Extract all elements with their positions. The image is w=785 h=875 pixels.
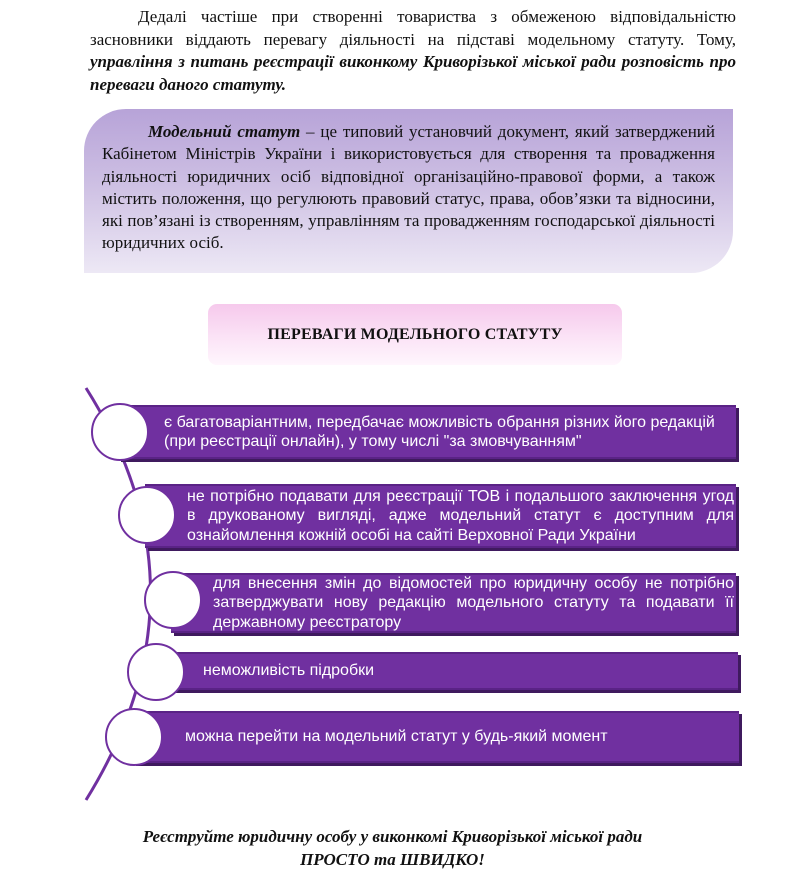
advantage-bullet-1 [91, 403, 149, 461]
advantages-heading: ПЕРЕВАГИ МОДЕЛЬНОГО СТАТУТУ [208, 304, 622, 365]
advantage-item-3 [171, 573, 736, 633]
advantage-item-2 [145, 484, 736, 548]
advantage-item-3-text: для внесення змін до відомостей про юридичну особу не потрібно затверджувати нову редакцію модельного статуту та подавати її державному реєстратору [213, 574, 734, 631]
advantage-item-1 [118, 405, 736, 459]
advantage-bullet-4 [127, 643, 185, 701]
advantage-bullet-5 [105, 708, 163, 766]
closing-line-1: Реєструйте юридичну особу у виконкомі Криворізької міської ради [142, 827, 643, 846]
intro-plain-text: Дедалі частіше при створенні товариства з обмеженою відповідальністю засновники віддають перевагу діяльності на підставі модельному статуту. Тому, [90, 7, 736, 49]
advantage-item-4-text: неможливість підробки [203, 662, 375, 680]
definition-text: – це типовий установчий документ, який затверджений Кабінетом Міністрів України і використовується для створення та провадження діяльності юридичних осіб відповідної організаційно-правової форми, а також містить положення, що регулюють правовий статус, права, обов’язки та відносини, які пов’язані із створенням, управлінням та провадженням господарської діяльності юридичних осіб. [102, 122, 715, 253]
definition-term: Модельний статут [148, 122, 301, 141]
advantage-item-4 [155, 652, 738, 690]
closing-line-2: ПРОСТО та ШВИДКО! [300, 849, 485, 869]
advantage-item-1-text: є багатоваріантним, передбачає можливість обрання різних його редакцій (при реєстрації онлайн), у тому числі "за змовчуванням" [164, 413, 715, 450]
advantage-bullet-2 [118, 486, 176, 544]
intro-emphasis-text: управління з питань реєстрації виконкому Криворізької міської ради розповість про переваги даного статуту. [90, 52, 736, 94]
advantage-bullet-3 [144, 571, 202, 629]
advantage-item-5-text: можна перейти на модельний статут у будь-який момент [185, 728, 608, 746]
advantage-item-5 [133, 711, 739, 763]
closing-message [0, 826, 785, 871]
advantage-item-2-text: не потрібно подавати для реєстрації ТОВ і подальшого заключення угод в друкованому вигляді, адже модельний статут є доступним для ознайомлення кожній особі на сайті Верховної Ради України [187, 487, 734, 544]
